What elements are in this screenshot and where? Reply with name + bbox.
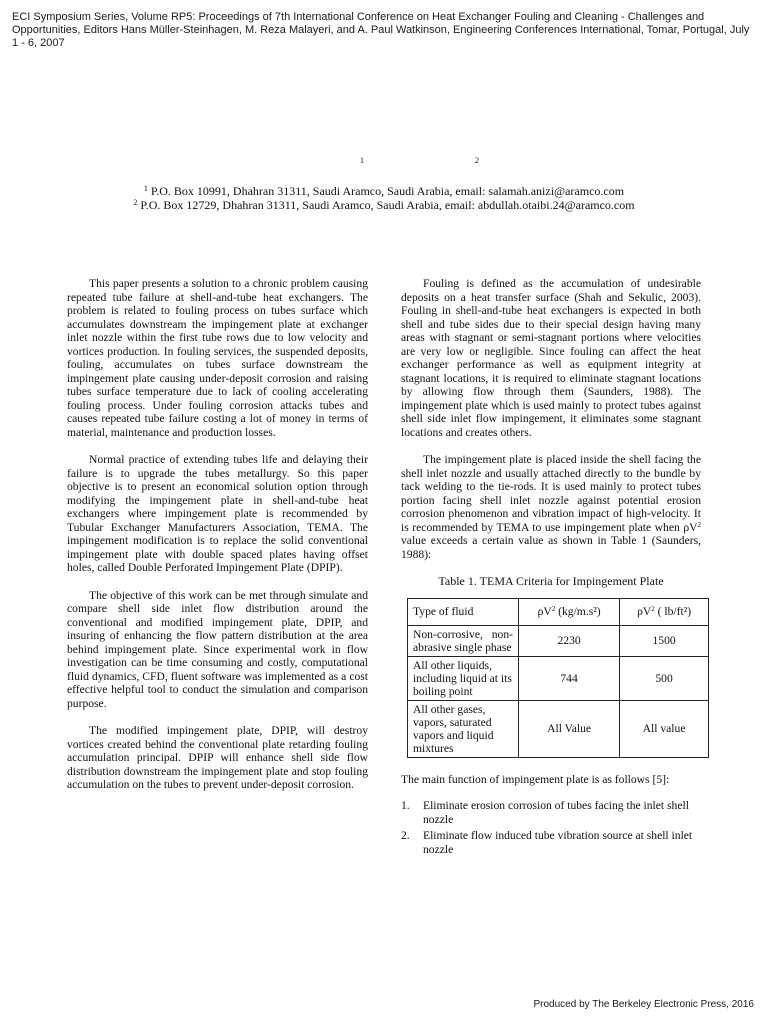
table-cell-imperial: 1500 xyxy=(620,625,709,656)
list-item-text: Eliminate erosion corrosion of tubes facing the inlet shell nozzle xyxy=(423,799,689,826)
abstract-paragraph-3: The objective of this work can be met through simulate and compare shell side inlet flow distribution around the conventional and modified impingement plate, DPIP, and insuring of enhancing the flow pattern distribution at the area behind impingement plate. Since experimental work in flow investigation can be time consuming and costly, computational fluid dynamics, CFD, fluent software was implemented as a cost effective helpful tool to conduct the simulation and comparison purpose. xyxy=(67,588,368,710)
function-intro: The main function of impingement plate is as follows [5]: xyxy=(401,772,670,786)
header-si-main: ρV xyxy=(537,605,552,618)
table-cell-si: All Value xyxy=(519,700,620,757)
header-si-unit: (kg/m.s²) xyxy=(555,605,601,618)
table-header-type xyxy=(408,598,519,625)
abstract-paragraph-2: Normal practice of extending tubes life and delaying their failure is to upgrade the tubes metallurgy. So this paper objective is to present an economical solution option through modifying the impingement plate in shell-and-tube heat exchangers where impingement plate is recommended by Tubular Exchanger Manufacturers Association, TEMA. The impingement modification is to replace the solid conventional impingement plate with double spaced plates having offset holes, called Double Perforated Impingement Plate (DPIP). xyxy=(67,453,368,574)
author-marker-1: 1 xyxy=(360,156,364,165)
affiliation-1-text: P.O. Box 10991, Dhahran 31311, Saudi Aramco, Saudi Arabia, email: salamah.anizi@aramco.com xyxy=(150,184,625,198)
table-row xyxy=(408,700,709,757)
affiliation-2-text: P.O. Box 12729, Dhahran 31311, Saudi Aramco, Saudi Arabia, email: abdullah.otaibi.24@aramco.com xyxy=(140,198,635,212)
header-si-sup: 2 xyxy=(551,605,556,613)
list-item xyxy=(401,829,701,856)
header-imperial-sup: 2 xyxy=(651,605,655,613)
table-row xyxy=(408,625,709,656)
list-item-text: Eliminate flow induced tube vibration source at shell inlet nozzle xyxy=(423,829,693,856)
list-item xyxy=(401,799,701,826)
impingement-plate-paragraph xyxy=(401,453,701,561)
rhov-squared-sup: 2 xyxy=(697,520,701,529)
proceedings-header: ECI Symposium Series, Volume RP5: Proceedings of 7th International Conference on Heat Exchanger Fouling and Cleaning - Challenges and Opportunities, Editors Hans Müller-Steinhagen, M. Reza Malayeri, and A. Paul Watkinson, Engineering Conferences International, Tomar, Portugal, July 1 - 6, 2007 xyxy=(12,11,750,49)
left-column xyxy=(67,277,368,806)
table-cell-imperial: 500 xyxy=(620,656,709,700)
table-cell-fluid: Non-corrosive, non-abrasive single phase xyxy=(408,625,519,656)
affiliation-2 xyxy=(0,198,768,212)
abstract-paragraph-4: The modified impingement plate, DPIP, will destroy vortices created behind the conventional plate retarding fouling accumulation principal. DPIP will enhance shell side flow distribution downstream the impingement plate and stop fouling accumulation on the tubes to prevent under-deposit corrosion. xyxy=(67,724,368,791)
impingement-text-a: The impingement plate is placed inside the shell facing the shell inlet nozzle and usually attached directly to the bundle by tack welding to the tie-rods. It is used mainly to protect tubes portion facing shell inlet nozzle against potential erosion corrosion phenomenon and vibration impact of high-velocity. It is recommended by TEMA to use impingement plate when ρV xyxy=(401,453,701,534)
table-cell-fluid: All other liquids, including liquid at its boiling point xyxy=(408,656,519,700)
affiliation-1 xyxy=(0,184,768,198)
right-column xyxy=(401,277,701,859)
table-caption: Table 1. TEMA Criteria for Impingement Plate xyxy=(438,574,664,588)
table-header-row xyxy=(408,598,709,625)
table-cell-imperial: All value xyxy=(620,700,709,757)
function-list xyxy=(401,799,701,856)
table-cell-si: 744 xyxy=(519,656,620,700)
abstract-paragraph-1: This paper presents a solution to a chronic problem causing repeated tube failure at shell-and-tube heat exchangers. The problem is related to fouling process on tubes surface which accumulates downstream the impingement plate at exchanger inlet nozzle within the first tube rows due to low velocity and vortices production. In fouling services, the suspended deposits, fouling, accumulates on tubes surface downstream the impingement plate causing under-deposit corrosion and raising tubes surface temperature due to lack of cooling accelerating fouling process. Under fouling corrosion attacks tubes and causes repeated tube failure costing a lot of money in terms of material, maintenance and production losses. xyxy=(67,277,368,439)
publisher-footer: Produced by The Berkeley Electronic Press, 2016 xyxy=(533,999,754,1010)
header-imperial-unit: ( lb/ft²) xyxy=(654,605,692,618)
impingement-text-b: value exceeds a certain value as shown in Table 1 (Saunders, 1988): xyxy=(401,534,701,561)
list-item-number: 1. xyxy=(401,799,410,812)
fouling-definition-paragraph: Fouling is defined as the accumulation of undesirable deposits on a heat transfer surface (Shah and Sekulic, 2003). Fouling in shell-and-tube heat exchangers is expected in both shell and tube sides due to their special design having many areas with stagnant or semi-stagnant portions where velocities are very low or negligible. Since fouling can affect the heat exchanger performance as well as equipment integrity at stagnant locations, it is required to eliminate stagnant locations by allowing flow through them (Saunders, 1988). The impingement plate which is used mainly to protect tubes against shell side inlet flow impingement, it eliminates some stagnant locations and creates others. xyxy=(401,277,701,439)
header-type-text: Type of fluid xyxy=(413,605,474,618)
affiliation-2-sup: 2 xyxy=(133,198,138,207)
table-cell-fluid: All other gases, vapors, saturated vapors and liquid mixtures xyxy=(408,700,519,757)
header-imperial-main: ρV xyxy=(637,605,652,618)
list-item-number: 2. xyxy=(401,829,410,842)
table-header-si xyxy=(519,598,620,625)
table-header-imperial xyxy=(620,598,709,625)
table-cell-si: 2230 xyxy=(519,625,620,656)
table-row xyxy=(408,656,709,700)
affiliation-1-sup: 1 xyxy=(143,184,148,193)
author-marker-2: 2 xyxy=(475,156,479,165)
tema-criteria-table xyxy=(407,598,709,758)
